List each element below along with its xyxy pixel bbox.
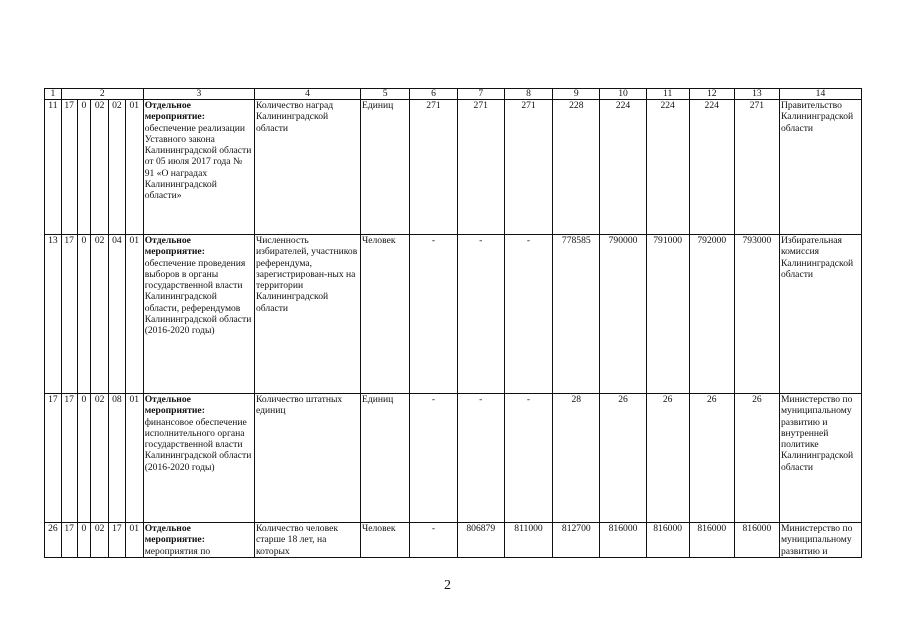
value-cell: 26: [646, 394, 689, 523]
code-cell: 02: [91, 394, 109, 523]
code-cell: 11: [45, 100, 62, 235]
value-cell: -: [504, 235, 552, 394]
header-cell: 9: [553, 89, 600, 100]
value-cell: 816000: [689, 523, 734, 558]
value-cell: 224: [646, 100, 689, 235]
code-cell: 0: [77, 100, 91, 235]
value-cell: -: [457, 394, 504, 523]
unit-cell: Человек: [361, 523, 410, 558]
executor-cell: Правительство Калининградской области: [779, 100, 861, 235]
unit-cell: Единиц: [361, 394, 410, 523]
value-cell: -: [504, 394, 552, 523]
header-cell: 5: [361, 89, 410, 100]
value-cell: 271: [734, 100, 779, 235]
code-cell: 17: [61, 523, 77, 558]
indicators-table: [44, 88, 862, 558]
executor-cell: Министерство по муниципальному развитию и: [779, 523, 861, 558]
header-cell: 6: [410, 89, 457, 100]
activity-title: Отдельное мероприятие:: [144, 394, 205, 417]
value-cell: 778585: [553, 235, 600, 394]
header-cell: 1: [45, 89, 62, 100]
code-cell: 17: [61, 394, 77, 523]
value-cell: 791000: [646, 235, 689, 394]
indicator-cell: Численность избирателей, участников референдума, зарегистрирован-ных на территории Калининградской области: [254, 235, 360, 394]
activity-title: Отдельное мероприятие:: [144, 523, 205, 546]
activity-description: обеспечение проведения выборов в органы государственной власти Калининградской области, референдумов Калининградской области (2016-2020 годы): [144, 257, 252, 337]
value-cell: 26: [689, 394, 734, 523]
header-cell: 2: [61, 89, 143, 100]
value-cell: 790000: [600, 235, 646, 394]
header-cell: 7: [457, 89, 504, 100]
code-cell: 17: [61, 235, 77, 394]
code-cell: 17: [109, 523, 126, 558]
executor-cell: Министерство по муниципальному развитию и внутренней политике Калининградской области: [779, 394, 861, 523]
header-cell: 3: [143, 89, 254, 100]
executor-cell: Избирательная комиссия Калининградской области: [779, 235, 861, 394]
header-cell: 14: [779, 89, 861, 100]
code-cell: 01: [125, 100, 143, 235]
code-cell: 01: [125, 523, 143, 558]
indicator-cell: Количество штатных единиц: [254, 394, 360, 523]
table-row: [45, 235, 862, 394]
table-row: [45, 100, 862, 235]
value-cell: 271: [410, 100, 457, 235]
value-cell: 816000: [600, 523, 646, 558]
value-cell: 271: [504, 100, 552, 235]
value-cell: 812700: [553, 523, 600, 558]
activity-description: мероприятия по: [144, 545, 211, 557]
value-cell: 224: [689, 100, 734, 235]
indicator-cell: Количество наград Калининградской области: [254, 100, 360, 235]
activity-cell: [143, 100, 254, 235]
code-cell: 17: [45, 394, 62, 523]
activity-cell: [143, 523, 254, 558]
value-cell: 793000: [734, 235, 779, 394]
code-cell: 01: [125, 235, 143, 394]
header-cell: 11: [646, 89, 689, 100]
activity-cell: [143, 394, 254, 523]
value-cell: 228: [553, 100, 600, 235]
indicator-cell: Количество человек старше 18 лет, на которых: [254, 523, 360, 558]
value-cell: 271: [457, 100, 504, 235]
value-cell: 224: [600, 100, 646, 235]
header-cell: 10: [600, 89, 646, 100]
activity-title: Отдельное мероприятие:: [144, 100, 205, 123]
page-number: 2: [444, 578, 451, 593]
code-cell: 02: [91, 235, 109, 394]
code-cell: 26: [45, 523, 62, 558]
value-cell: 811000: [504, 523, 552, 558]
header-cell: 12: [689, 89, 734, 100]
code-cell: 04: [109, 235, 126, 394]
value-cell: 28: [553, 394, 600, 523]
table-row: [45, 394, 862, 523]
code-cell: 13: [45, 235, 62, 394]
code-cell: 02: [109, 100, 126, 235]
code-cell: 08: [109, 394, 126, 523]
value-cell: 26: [600, 394, 646, 523]
header-cell: 8: [504, 89, 552, 100]
header-cell: 13: [734, 89, 779, 100]
unit-cell: Человек: [361, 235, 410, 394]
code-cell: 02: [91, 100, 109, 235]
value-cell: 806879: [457, 523, 504, 558]
value-cell: -: [410, 394, 457, 523]
activity-description: обеспечение реализации Уставного закона Калининградской области от 05 июля 2017 года № 91 «О наградах Калининградской области»: [144, 122, 252, 202]
table-row: [45, 523, 862, 558]
table-header-row: [45, 89, 862, 100]
code-cell: 0: [77, 523, 91, 558]
code-cell: 01: [125, 394, 143, 523]
code-cell: 17: [61, 100, 77, 235]
unit-cell: Единиц: [361, 100, 410, 235]
value-cell: 792000: [689, 235, 734, 394]
code-cell: 0: [77, 394, 91, 523]
value-cell: 816000: [734, 523, 779, 558]
value-cell: 26: [734, 394, 779, 523]
header-cell: 4: [254, 89, 360, 100]
activity-description: финансовое обеспечение исполнительного органа государственной власти Калининградской области (2016-2020 годы): [144, 416, 252, 473]
value-cell: -: [457, 235, 504, 394]
code-cell: 02: [91, 523, 109, 558]
value-cell: -: [410, 523, 457, 558]
value-cell: 816000: [646, 523, 689, 558]
value-cell: -: [410, 235, 457, 394]
activity-cell: [143, 235, 254, 394]
activity-title: Отдельное мероприятие:: [144, 235, 205, 258]
code-cell: 0: [77, 235, 91, 394]
